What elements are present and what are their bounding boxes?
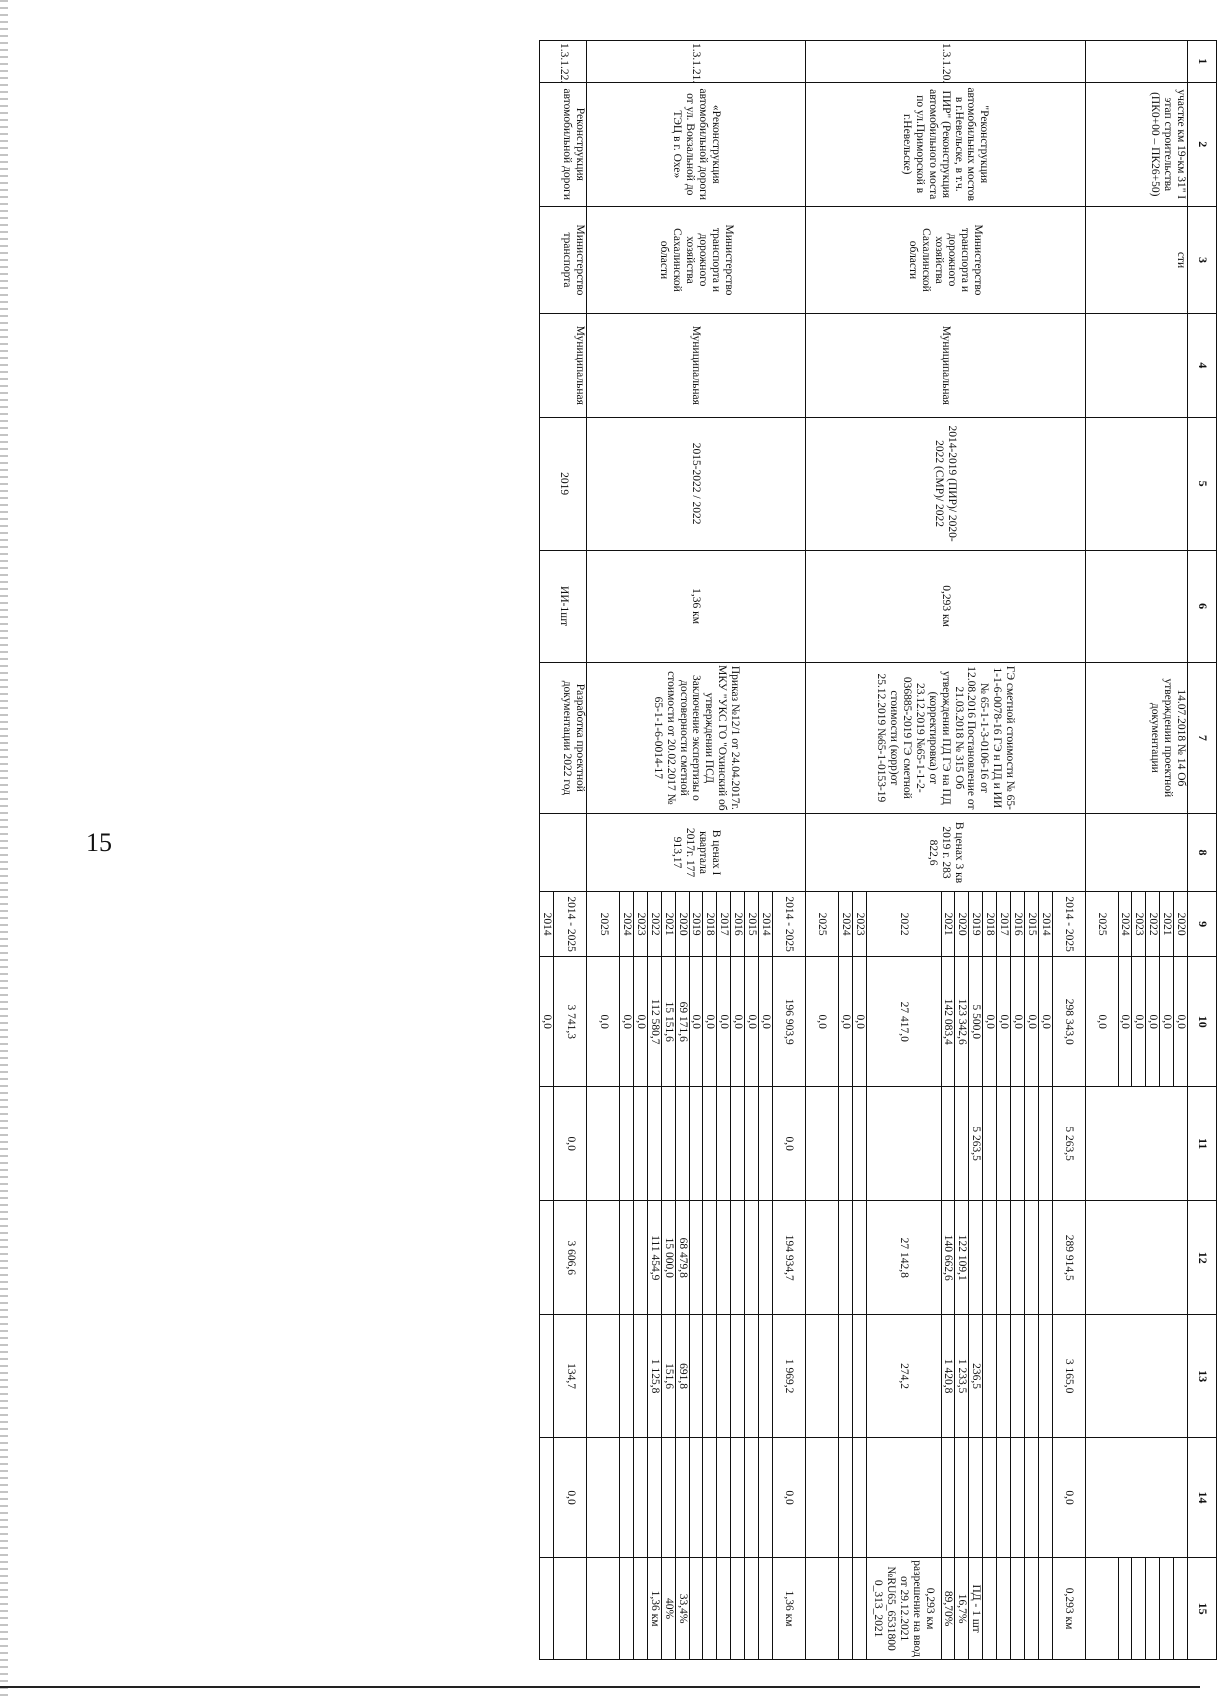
row-number: 1.3.1.20. [805, 41, 1085, 83]
year-cell: 2022 [648, 891, 662, 956]
year-cell: 2021 [1160, 891, 1174, 956]
column-number-row [1188, 41, 1217, 1660]
cont-c13 [1085, 1315, 1187, 1437]
ownership: Муниципальная [587, 313, 806, 417]
value-cell: 196 903,9 [772, 957, 805, 1087]
year-cell: 2014 [759, 891, 773, 956]
value-cell: 68 479,8 [675, 1201, 689, 1315]
cont-c15 [1085, 1558, 1118, 1660]
year-cell: 2014 - 2025 [772, 891, 805, 956]
value-cell: 142 083,4 [941, 957, 955, 1087]
value-cell: 5 500,0 [969, 957, 983, 1087]
cont-ownership [1085, 313, 1187, 417]
value-cell: 122 109,1 [955, 1201, 969, 1315]
period: 2019 [540, 417, 587, 550]
row-number: 1.3.1.21. [587, 41, 806, 83]
customer: Министерство транспорта и дорожного хозяйства Сахалинской области [805, 207, 1085, 314]
period: 2015-2022 / 2022 [587, 417, 806, 550]
value-cell: 0,0 [689, 957, 703, 1087]
col-header-7: 7 [1188, 662, 1217, 814]
value-cell: 0,0 [1011, 957, 1025, 1087]
col-header-6: 6 [1188, 550, 1217, 662]
cont-c15 [1174, 1558, 1188, 1660]
year-cell: 2018 [703, 891, 717, 956]
cont-period [1085, 417, 1187, 550]
value-cell: 15 151,6 [661, 957, 675, 1087]
value-cell: 0,0 [1118, 957, 1132, 1087]
year-cell: 2023 [852, 891, 866, 956]
value-cell: 27 142,8 [866, 1201, 941, 1315]
year-cell: 2025 [1085, 891, 1118, 956]
year-cell: 2014 [1038, 891, 1052, 956]
value-cell: 1 420,8 [941, 1315, 955, 1437]
year-cell: 2021 [661, 891, 675, 956]
value-cell: 0,0 [1146, 957, 1160, 1087]
value-cell: 0,0 [1038, 957, 1052, 1087]
col-header-4: 4 [1188, 313, 1217, 417]
year-cell: 2023 [1132, 891, 1146, 956]
year-cell: 2017 [717, 891, 731, 956]
value-cell: 1 969,2 [772, 1315, 805, 1437]
cont-c12 [1085, 1201, 1187, 1315]
year-cell: 2020 [675, 891, 689, 956]
rotated-table-container [135, 40, 1217, 1660]
value-cell: 3 741,3 [554, 957, 587, 1087]
estimated-cost: В ценах I квартала 2017г. 177 913,17 [587, 814, 806, 892]
value-cell: 0,0 [772, 1087, 805, 1201]
object-name: «Реконструкция автомобильной дороги от ул. Вокзальной до ТЭЦ в г. Охе» [587, 82, 806, 207]
customer: Министерство транспорта и дорожного хозяйства Сахалинской области [587, 207, 806, 314]
year-cell: 2017 [997, 891, 1011, 956]
value-cell: 0,0 [1052, 1437, 1085, 1557]
year-cell: 2015 [1024, 891, 1038, 956]
value-cell: 0,0 [717, 957, 731, 1087]
year-cell: 2022 [866, 891, 941, 956]
value-cell: 0,0 [1174, 957, 1188, 1087]
value-cell: 0,0 [838, 957, 852, 1087]
year-cell: 2022 [1146, 891, 1160, 956]
cont-c11 [1085, 1087, 1187, 1201]
col-header-5: 5 [1188, 417, 1217, 550]
value-cell: 0,0 [540, 957, 554, 1087]
col-header-11: 11 [1188, 1087, 1217, 1201]
value-cell: 236,5 [969, 1315, 983, 1437]
col-header-13: 13 [1188, 1315, 1217, 1437]
approval-doc: ГЭ сметной стоимости № 65-1-1-6-0078-16 ГЭ н ПД и ИИ № 65-1-1-3-0106-16 от 12.08.2016 Постановление от 21.03.2018 № 315 Об утверждении ПД ГЭ на ПД (корректировка) от 23.12.2019 №65-1-1-2-036885-2019 ГЭ сметной стоимости (корр)от 25.12.2019 №65-1-0153-19 [805, 662, 1085, 814]
value-cell: 0,0 [1024, 957, 1038, 1087]
approval-doc: Разработка проектной документации 2022 год [540, 662, 587, 814]
year-cell: 2020 [955, 891, 969, 956]
col-header-1: 1 [1188, 41, 1217, 83]
value-cell: 298 343,0 [1052, 957, 1085, 1087]
value-cell: 134,7 [554, 1315, 587, 1437]
value-cell: 0,0 [703, 957, 717, 1087]
value-cell: 0,0 [731, 957, 745, 1087]
col-header-12: 12 [1188, 1201, 1217, 1315]
table-row [772, 41, 805, 1660]
col-header-14: 14 [1188, 1437, 1217, 1557]
col-header-8: 8 [1188, 814, 1217, 892]
page-number: 15 [86, 828, 112, 857]
value-cell: 1 125,8 [648, 1315, 662, 1437]
col-header-9: 9 [1188, 891, 1217, 956]
cont-capacity [1085, 550, 1187, 662]
year-cell: 2019 [689, 891, 703, 956]
value-cell: 3 606,6 [554, 1201, 587, 1315]
row-number: 1.3.1.22. [540, 41, 587, 83]
value-cell: 0,0 [554, 1437, 587, 1557]
value-cell: 0,0 [997, 957, 1011, 1087]
year-cell: 2023 [634, 891, 648, 956]
year-cell: 2024 [620, 891, 634, 956]
cont-doc: 14.07.2018 № 14 Об утверждении проектной документации [1085, 662, 1187, 814]
year-cell: 2020 [1174, 891, 1188, 956]
value-cell: 27 417,0 [866, 957, 941, 1087]
value-cell: 0,0 [745, 957, 759, 1087]
capacity: 0,293 км [805, 550, 1085, 662]
cont-num [1085, 41, 1187, 83]
year-cell: 2018 [983, 891, 997, 956]
value-cell: 0,0 [1160, 957, 1174, 1087]
approval-doc: Приказ №12/1 от 24.04.2017г. МКУ "УКС ГО "Охинский об утверждении ПСД Заключение экспертизы о достоверности сметной стоимости от 20.02.2017 № 65-1-1-6-0014-17 [587, 662, 806, 814]
value-cell: 0,0 [772, 1437, 805, 1557]
cont-customer: сти [1085, 207, 1187, 314]
value-cell: 1 233,5 [955, 1315, 969, 1437]
value-cell: 0,0 [983, 957, 997, 1087]
value-cell: 1,36 км [648, 1558, 662, 1660]
capacity: 1,36 км [587, 550, 806, 662]
year-cell: 2019 [969, 891, 983, 956]
value-cell: 0,0 [554, 1087, 587, 1201]
cont-c14 [1085, 1437, 1187, 1557]
year-cell: 2016 [1011, 891, 1025, 956]
capacity: ИИ-1шт [540, 550, 587, 662]
year-cell: 2014 - 2025 [1052, 891, 1085, 956]
estimated-cost: В ценах 3 кв 2019 г. 283 822,6 [805, 814, 1085, 892]
year-cell: 2024 [838, 891, 852, 956]
cont-c15 [1160, 1558, 1174, 1660]
value-cell: 33,4% [675, 1558, 689, 1660]
cont-c15 [1118, 1558, 1132, 1660]
value-cell: 0,0 [805, 957, 838, 1087]
value-cell: 1,36 км [772, 1558, 805, 1660]
value-cell: 69 171,6 [675, 957, 689, 1087]
year-cell: 2025 [587, 891, 620, 956]
value-cell: ПД - 1 шт [969, 1558, 983, 1660]
value-cell: 691,8 [675, 1315, 689, 1437]
scan-bottom-edge [0, 1686, 1200, 1688]
estimated-cost [540, 814, 587, 892]
value-cell: 151,6 [661, 1315, 675, 1437]
value-cell: 3 165,0 [1052, 1315, 1085, 1437]
value-cell: 0,0 [1132, 957, 1146, 1087]
value-cell: 0,0 [634, 957, 648, 1087]
value-cell: 0,0 [1085, 957, 1118, 1087]
table-row [1052, 41, 1085, 1660]
value-cell: 0,0 [759, 957, 773, 1087]
value-cell: 40% [661, 1558, 675, 1660]
value-cell: 5 263,5 [1052, 1087, 1085, 1201]
value-cell: 5 263,5 [969, 1087, 983, 1201]
value-cell: 16,7% [955, 1558, 969, 1660]
value-cell: 0,0 [852, 957, 866, 1087]
value-cell: 0,0 [587, 957, 620, 1087]
ownership: Муниципальная [540, 313, 587, 417]
table-row [554, 41, 587, 1660]
value-cell: 194 934,7 [772, 1201, 805, 1315]
col-header-10: 10 [1188, 957, 1217, 1087]
cont-name: участке км 19-км 31" I этап строительства (ПК0+00 – ПК26+50) [1085, 82, 1187, 207]
object-name: Реконструкция автомобильной дороги [540, 82, 587, 207]
year-cell: 2014 - 2025 [554, 891, 587, 956]
year-cell: 2024 [1118, 891, 1132, 956]
value-cell: 112 580,7 [648, 957, 662, 1087]
period: 2014-2019 (ПИР)/ 2020-2022 (СМР)/ 2022 [805, 417, 1085, 550]
col-header-2: 2 [1188, 82, 1217, 207]
year-cell: 2014 [540, 891, 554, 956]
col-header-15: 15 [1188, 1558, 1217, 1660]
value-cell: 274,2 [866, 1315, 941, 1437]
value-cell: 15 000,0 [661, 1201, 675, 1315]
program-table [539, 40, 1217, 1660]
year-cell: 2021 [941, 891, 955, 956]
value-cell: 89,70% [941, 1558, 955, 1660]
col-header-3: 3 [1188, 207, 1217, 314]
value-cell: 111 454,9 [648, 1201, 662, 1315]
value-cell: 140 662,6 [941, 1201, 955, 1315]
customer: Министерство транспорта [540, 207, 587, 314]
ownership: Муниципальная [805, 313, 1085, 417]
year-cell: 2015 [745, 891, 759, 956]
value-cell: 289 914,5 [1052, 1201, 1085, 1315]
value-cell: 123 342,6 [955, 957, 969, 1087]
cont-c15 [1146, 1558, 1160, 1660]
year-cell: 2016 [731, 891, 745, 956]
value-cell: 0,293 км [1052, 1558, 1085, 1660]
year-cell: 2025 [805, 891, 838, 956]
cont-c15 [1132, 1558, 1146, 1660]
object-name: "Реконструкция автомобильных мостов в г.Невельске, в т.ч. ПИР" (Реконструкция автомобильного моста по ул.Приморской в г.Невельске) [805, 82, 1085, 207]
scan-left-edge [0, 0, 8, 1697]
value-cell: 0,293 км разрешение на ввод от 29.12.2021 №RU65_6531800 0_313_2021 [866, 1558, 941, 1660]
value-cell: 0,0 [620, 957, 634, 1087]
cont-cost [1085, 814, 1187, 892]
table-row [1174, 41, 1188, 1660]
